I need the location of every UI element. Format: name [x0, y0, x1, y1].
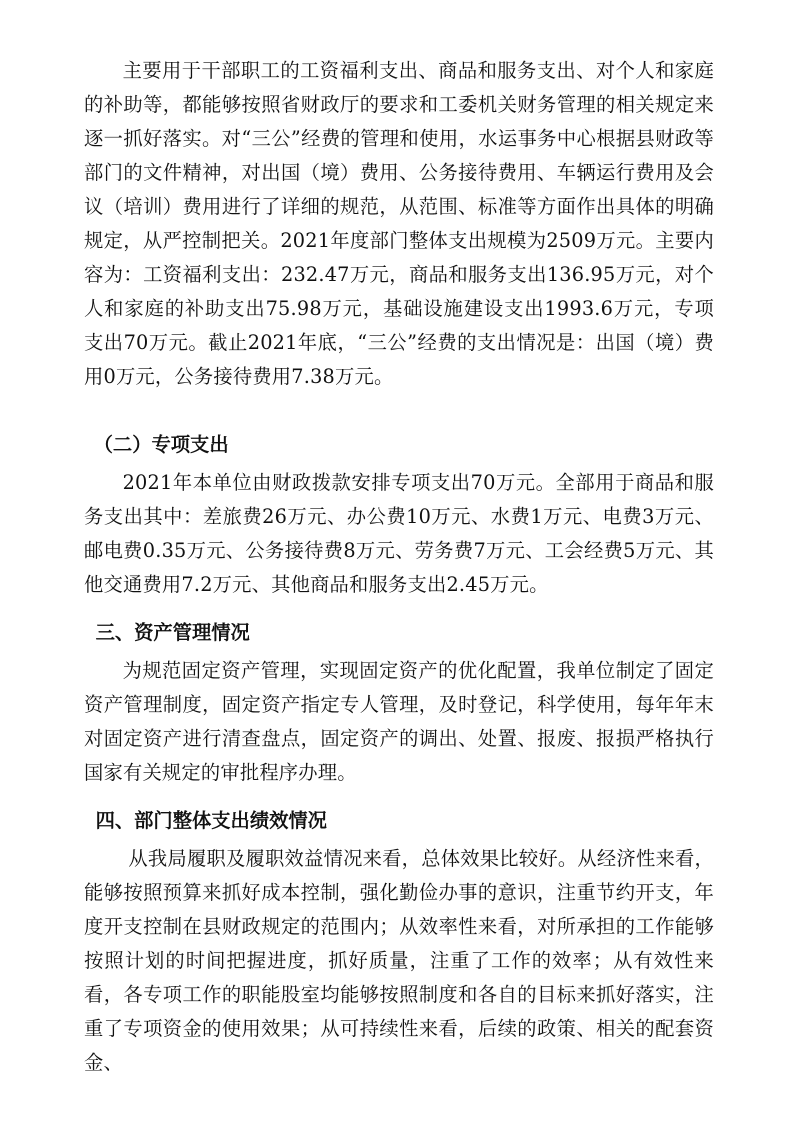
paragraph-asset-management: 为规范固定资产管理，实现固定资产的优化配置，我单位制定了固定资产管理制度，固定资产指定专人管理，及时登记，科学使用，每年年末对固定资产进行清查盘点，固定资产的调出、处置、报废、报损严格执行国家有关规定的审批程序办理。 [84, 659, 714, 784]
paragraph-special-expenditure: 2021年本单位由财政拨款安排专项支出70万元。全部用于商品和服务支出其中：差旅费26万元、办公费10万元、水费1万元、电费3万元、邮电费0.35万元、公务接待费8万元、劳务费7万元、工会经费5万元、其他交通费用7.2万元、其他商品和服务支出2.45万元。 [84, 471, 714, 596]
paragraph-performance: 从我局履职及履职效益情况来看，总体效果比较好。从经济性来看，能够按照预算来抓好成本控制，强化勤俭办事的意识，注重节约开支，年度开支控制在县财政规定的范围内；从效率性来看，对所承担的工作能够按照计划的时间把握进度，抓好质量，注重了工作的效率；从有效性来看，各专项工作的职能股室均能够按照制度和各自的目标来抓好落实，注重了专项资金的使用效果；从可持续性来看，后续的政策、相关的配套资金、 [84, 847, 714, 1074]
heading-special-expenditure: （二）专项支出 [93, 433, 229, 456]
paragraph-expenditure-overview: 主要用于干部职工的工资福利支出、商品和服务支出、对个人和家庭的补助等，都能够按照省财政厅的要求和工委机关财务管理的相关规定来逐一抓好落实。对“三公”经费的管理和使用，水运事务中心根据县财政等部门的文件精神，对出国（境）费用、公务接待费用、车辆运行费用及会议（培训）费用进行了详细的规范，从范围、标准等方面作出具体的明确规定，从严控制把关。2021年度部门整体支出规模为2509万元。主要内容为：工资福利支出：232.47万元，商品和服务支出136.95万元，对个人和家庭的补助支出75.98万元，基础设施建设支出1993.6万元，专项支出70万元。截止2021年底，“三公”经费的支出情况是：出国（境）费用0万元，公务接待费用7.38万元。 [84, 59, 714, 388]
heading-performance: 四、部门整体支出绩效情况 [95, 809, 327, 832]
heading-asset-management: 三、资产管理情况 [95, 621, 250, 644]
